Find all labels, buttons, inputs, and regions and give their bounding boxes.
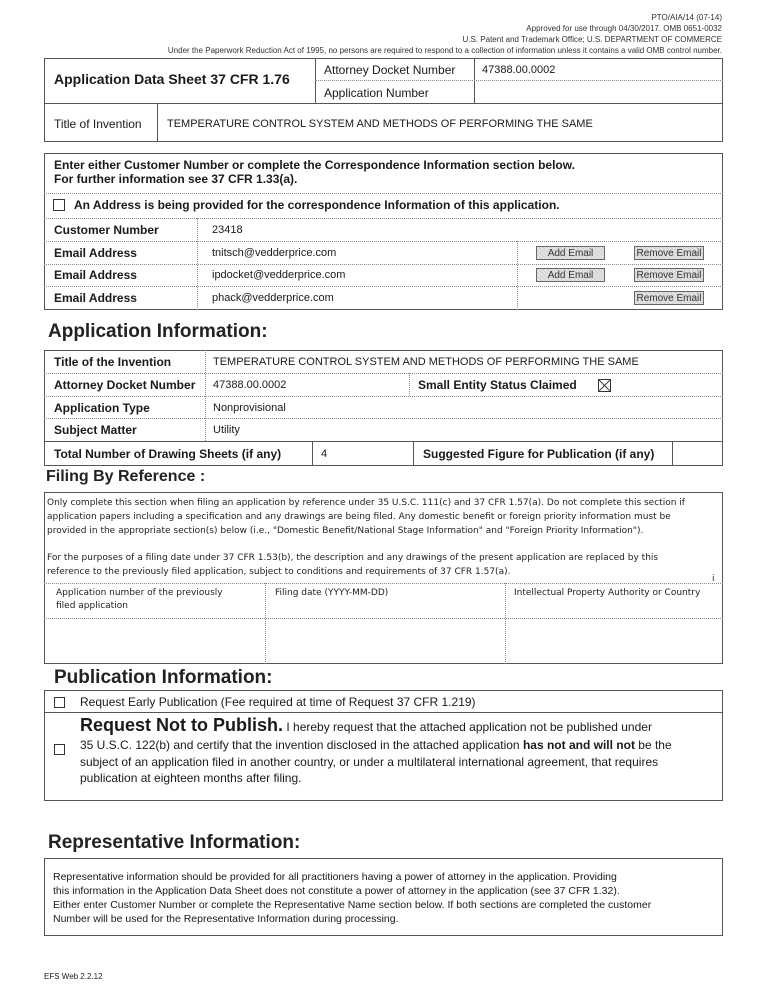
not-publish-checkbox[interactable]	[54, 744, 65, 755]
representative-info-heading: Representative Information:	[48, 832, 301, 853]
fbr-para2-line1: For the purposes of a filing date under 37 CFR 1.53(b), the description and any drawings of the present application are replaced by this	[47, 553, 659, 563]
application-info-heading: Application Information:	[48, 321, 268, 342]
fbr-col1-line1: Application number of the previously	[56, 588, 223, 598]
email-label-2: Email Address	[54, 268, 137, 282]
subject-matter-label: Subject Matter	[54, 423, 137, 437]
ads-title: Application Data Sheet 37 CFR 1.76	[54, 71, 290, 87]
fbr-col3: Intellectual Property Authority or Country	[514, 588, 701, 598]
agency-line: U.S. Patent and Trademark Office; U.S. DEPARTMENT OF COMMERCE	[462, 35, 722, 44]
small-entity-label: Small Entity Status Claimed	[418, 378, 577, 392]
suggested-figure-label: Suggested Figure for Publication (if any)	[423, 447, 655, 461]
omb-approval: Approved for use through 04/30/2017. OMB 0651-0032	[526, 24, 722, 33]
title-of-invention-value: TEMPERATURE CONTROL SYSTEM AND METHODS OF PERFORMING THE SAME	[167, 118, 593, 130]
representative-line4: Number will be used for the Representative Information during processing.	[53, 913, 399, 925]
remove-email-button-2[interactable]: Remove Email	[634, 268, 704, 282]
early-publication-label: Request Early Publication (Fee required at time of Request 37 CFR 1.219)	[80, 695, 476, 709]
docket-value: 47388.00.0002	[482, 64, 556, 76]
docket-label: Attorney Docket Number	[324, 63, 456, 77]
drawing-sheets-value[interactable]: 4	[321, 448, 328, 460]
address-checkbox-label: An Address is being provided for the correspondence Information of this application.	[74, 198, 560, 212]
customer-number-value[interactable]: 23418	[212, 224, 243, 236]
early-publication-checkbox[interactable]	[54, 697, 65, 708]
title-of-the-invention-label: Title of the Invention	[54, 355, 172, 369]
add-email-button-2[interactable]: Add Email	[536, 268, 605, 282]
fbr-col2: Filing date (YYYY-MM-DD)	[275, 588, 389, 598]
application-type-value: Nonprovisional	[213, 402, 286, 414]
not-publish-text2b: be the	[634, 738, 672, 752]
app-docket-value: 47388.00.0002	[213, 379, 287, 391]
remove-email-button-1[interactable]: Remove Email	[634, 246, 704, 260]
fbr-para1-line1: Only complete this section when filing an application by reference under 35 U.S.C. 111(c) and 37 CFR 1.57(a). Do not complete this section if	[47, 498, 685, 508]
not-publish-text1: I hereby request that the attached application not be published under	[283, 720, 652, 734]
email-value-1[interactable]: tnitsch@vedderprice.com	[212, 247, 337, 259]
fbr-marker: i	[712, 574, 715, 584]
subject-matter-value: Utility	[213, 424, 240, 436]
fbr-app-number-input[interactable]	[46, 620, 264, 662]
filing-by-reference-heading: Filing By Reference :	[46, 468, 206, 485]
correspondence-instruction-1: Enter either Customer Number or complete the Correspondence Information section below.	[54, 158, 575, 172]
app-docket-label: Attorney Docket Number	[54, 378, 196, 392]
correspondence-instruction-2: For further information see 37 CFR 1.33(a).	[54, 172, 298, 186]
efs-version: EFS Web 2.2.12	[44, 972, 103, 981]
not-publish-line1	[80, 716, 652, 736]
small-entity-checkbox-checked-icon[interactable]	[598, 379, 611, 392]
not-publish-line2	[80, 738, 672, 752]
representative-line3: Either enter Customer Number or complete the Representative Name section below. If both sections are completed the customer	[53, 899, 652, 911]
representative-line1: Representative information should be provided for all practitioners having a power of attorney in the application. Providing	[53, 871, 617, 883]
drawing-sheets-label: Total Number of Drawing Sheets (if any)	[54, 447, 282, 461]
email-label-3: Email Address	[54, 291, 137, 305]
email-value-3[interactable]: phack@vedderprice.com	[212, 292, 334, 304]
not-publish-title: Request Not to Publish.	[80, 715, 284, 735]
not-publish-text2a: 35 U.S.C. 122(b) and certify that the invention disclosed in the attached application	[80, 738, 523, 752]
not-publish-line3: subject of an application filed in another country, or under a multilateral international agreement, that requires	[80, 755, 659, 769]
customer-number-label: Customer Number	[54, 223, 159, 237]
title-of-invention-label: Title of Invention	[54, 117, 142, 131]
application-type-label: Application Type	[54, 401, 150, 415]
fbr-col1-line2: filed application	[56, 601, 128, 611]
form-id: PTO/AIA/14 (07-14)	[651, 13, 722, 22]
email-label-1: Email Address	[54, 246, 137, 260]
not-publish-line4: publication at eighteen months after filing.	[80, 771, 302, 785]
title-of-the-invention-value: TEMPERATURE CONTROL SYSTEM AND METHODS OF PERFORMING THE SAME	[213, 356, 639, 368]
fbr-para1-line3: provided in the appropriate section(s) below (i.e., "Domestic Benefit/National Stage Information" and "Foreign Priority Information").	[47, 526, 644, 536]
fbr-filing-date-input[interactable]	[267, 620, 504, 662]
address-checkbox[interactable]	[53, 199, 65, 211]
app-number-label: Application Number	[324, 86, 429, 100]
representative-line2: this information in the Application Data Sheet does not constitute a power of attorney in the application (see 37 CFR 1.32).	[53, 885, 620, 897]
remove-email-button-3[interactable]: Remove Email	[634, 291, 704, 305]
not-publish-bold: has not and will not	[522, 738, 635, 752]
email-value-2[interactable]: ipdocket@vedderprice.com	[212, 269, 346, 281]
add-email-button-1[interactable]: Add Email	[536, 246, 605, 260]
publication-info-heading: Publication Information:	[54, 667, 273, 688]
fbr-para1-line2: application papers including a specification and any drawings are being filed. Any domestic benefit or foreign priority information must be	[47, 512, 671, 522]
paperwork-notice: Under the Paperwork Reduction Act of 1995, no persons are required to respond to a collection of information unless it contains a valid OMB control number.	[167, 46, 722, 55]
fbr-para2-line2: reference to the previously filed application, subject to conditions and requirements of 37 CFR 1.57(a).	[47, 567, 511, 577]
fbr-country-input[interactable]	[507, 620, 721, 662]
